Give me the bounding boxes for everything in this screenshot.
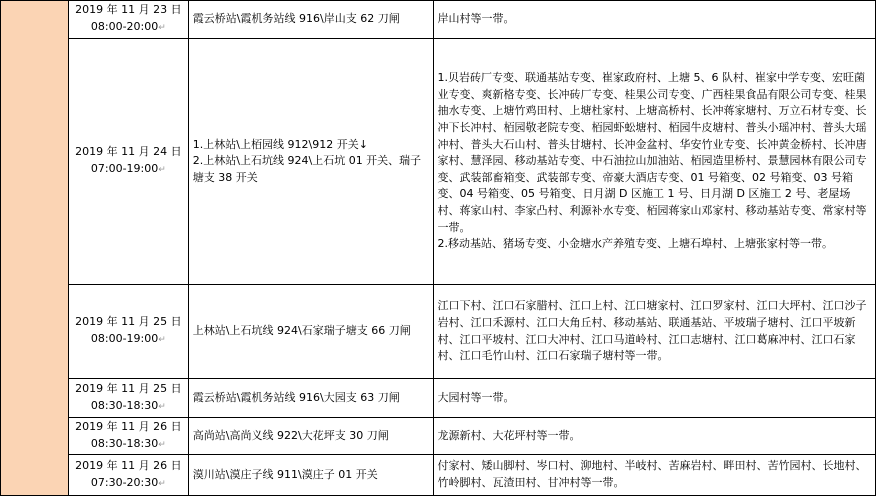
paragraph-mark: ↵ xyxy=(158,165,166,175)
power-line-cell xyxy=(188,1,433,39)
outage-time: 08:00-19:00 xyxy=(90,332,159,345)
affected-area-cell xyxy=(433,418,875,455)
affected-area-text: 龙源新村、大花坪村等一带。 xyxy=(437,428,581,442)
affected-area-cell xyxy=(433,455,875,496)
outage-time: 08:30-18:30 xyxy=(90,436,159,450)
date-time-cell xyxy=(68,39,188,285)
power-line-text: 漠川站\漠庄子线 911\漠庄子 01 开关 xyxy=(192,467,378,481)
outage-date: 2019 年 11 月 25 日 xyxy=(75,381,182,395)
table-row xyxy=(1,285,876,379)
outage-time: 07:00-19:00 xyxy=(90,162,159,175)
affected-area-text: 1.贝岩砖厂专变、联通基站专变、崔家政府村、上塘 5、6 队村、崔家中学专变、宏旺菌业专变、爽新格专变、长冲砖厂专变、桂果公司专变、广西桂果食品有限公司专变、桂果抽水专变、上塘竹鸡田村、上塘杜家村、上塘高桥村、长冲蒋家塘村、万立石材专变、长冲下长冲村、栢园敬老院专变、栢园虾蚣塘村、栢园牛皮塘村、普头小瑶冲村、普头大瑶冲村、普头大石山村、普头甘塘村、长冲金盆村、华安竹业专变、长冲黄金桥村、长冲唐家村、慧泽园、移动基站专变、中石油拉山加油站、栢园造里桥村、景慧园林有限公司专变、武装部畜箱变、武装部专变、帝豪大酒店专变、01 号箱变、02 号箱变、03 号箱变、04 号箱变、05 号箱变、日月湖 D 区施工 1 号、日月湖 D 区施工 2 号、老屋场村、蒋家山村、李家凸村、利源补水专变、栢园蒋家山邓家村、移动基站专变、常家村等一带。 xyxy=(437,71,867,234)
affected-area-text: 大园村等一带。 xyxy=(437,390,515,404)
affected-area-cell xyxy=(433,1,875,39)
table-row xyxy=(1,455,876,496)
power-line-text: 2.上林站\上石坑线 924\上石坑 01 开关、瑞子塘支 38 开关 xyxy=(192,154,422,184)
outage-time: 08:30-18:30 xyxy=(90,398,159,412)
affected-area-text: 江口下村、江口石家腊村、江口上村、江口塘家村、江口罗家村、江口大坪村、江口沙子岩村、江口禾源村、江口大角丘村、移动基站、联通基站、平坡瑞子塘村、江口平坡新村、江口平坡村、江口大冲村、江口马道岭村、江口志塘村、江口葛麻冲村、江口石家村、江口毛竹山村、江口石家瑞子塘村等一带。 xyxy=(437,299,867,363)
power-line-text: 高尚站\高尚义线 922\大花坪支 30 刀闸 xyxy=(192,428,389,442)
outage-date: 2019 年 11 月 24 日 xyxy=(75,145,182,159)
date-time-cell xyxy=(68,285,188,379)
table-row xyxy=(1,418,876,455)
table-row xyxy=(1,379,876,418)
power-line-text: 霞云桥站\霞机务站线 916\大园支 63 刀闸 xyxy=(192,390,400,404)
affected-area-cell xyxy=(433,379,875,418)
paragraph-mark: ↵ xyxy=(158,335,166,345)
outage-date: 2019 年 11 月 26 日 xyxy=(75,419,182,433)
date-time-cell xyxy=(68,455,188,496)
date-time-cell xyxy=(68,1,188,39)
paragraph-mark: ↵ xyxy=(158,478,166,489)
affected-area-cell xyxy=(433,285,875,379)
power-line-text: 上林站\上石坑线 924\石家瑞子塘支 66 刀闸 xyxy=(192,324,411,338)
outage-time: 07:30-20:30 xyxy=(90,475,159,489)
table-row xyxy=(1,1,876,39)
paragraph-mark: ↵ xyxy=(158,439,166,450)
power-line-cell xyxy=(188,379,433,418)
power-line-cell xyxy=(188,418,433,455)
outage-time: 08:00-20:00 xyxy=(90,20,159,33)
paragraph-mark: ↵ xyxy=(158,23,166,33)
affected-area-text: 岸山村等一带。 xyxy=(437,12,515,26)
affected-area-text: 付家村、矮山脚村、岑口村、泖地村、半岐村、苦麻岩村、畔田村、苦竹园村、长地村、竹岭脚村、瓦渣田村、甘冲村等一带。 xyxy=(437,459,867,489)
power-line-text: 霞云桥站\霞机务站线 916\岸山支 62 刀闸 xyxy=(192,12,400,26)
outage-date: 2019 年 11 月 25 日 xyxy=(75,315,182,329)
power-line-cell xyxy=(188,455,433,496)
power-line-cell xyxy=(188,39,433,285)
left-shaded-column xyxy=(1,1,69,496)
power-line-cell xyxy=(188,285,433,379)
outage-date: 2019 年 11 月 23 日 xyxy=(75,3,182,17)
power-line-text: 1.上林站\上栢园线 912\912 开关↓ xyxy=(192,137,368,151)
date-time-cell xyxy=(68,379,188,418)
affected-area-cell xyxy=(433,39,875,285)
date-time-cell xyxy=(68,418,188,455)
table-row xyxy=(1,39,876,285)
affected-area-text: 2.移动基站、猪场专变、小金塘水产养殖专变、上塘石埠村、上塘张家村等一带。 xyxy=(437,237,834,251)
outage-date: 2019 年 11 月 26 日 xyxy=(75,458,182,472)
paragraph-mark: ↵ xyxy=(158,401,166,412)
